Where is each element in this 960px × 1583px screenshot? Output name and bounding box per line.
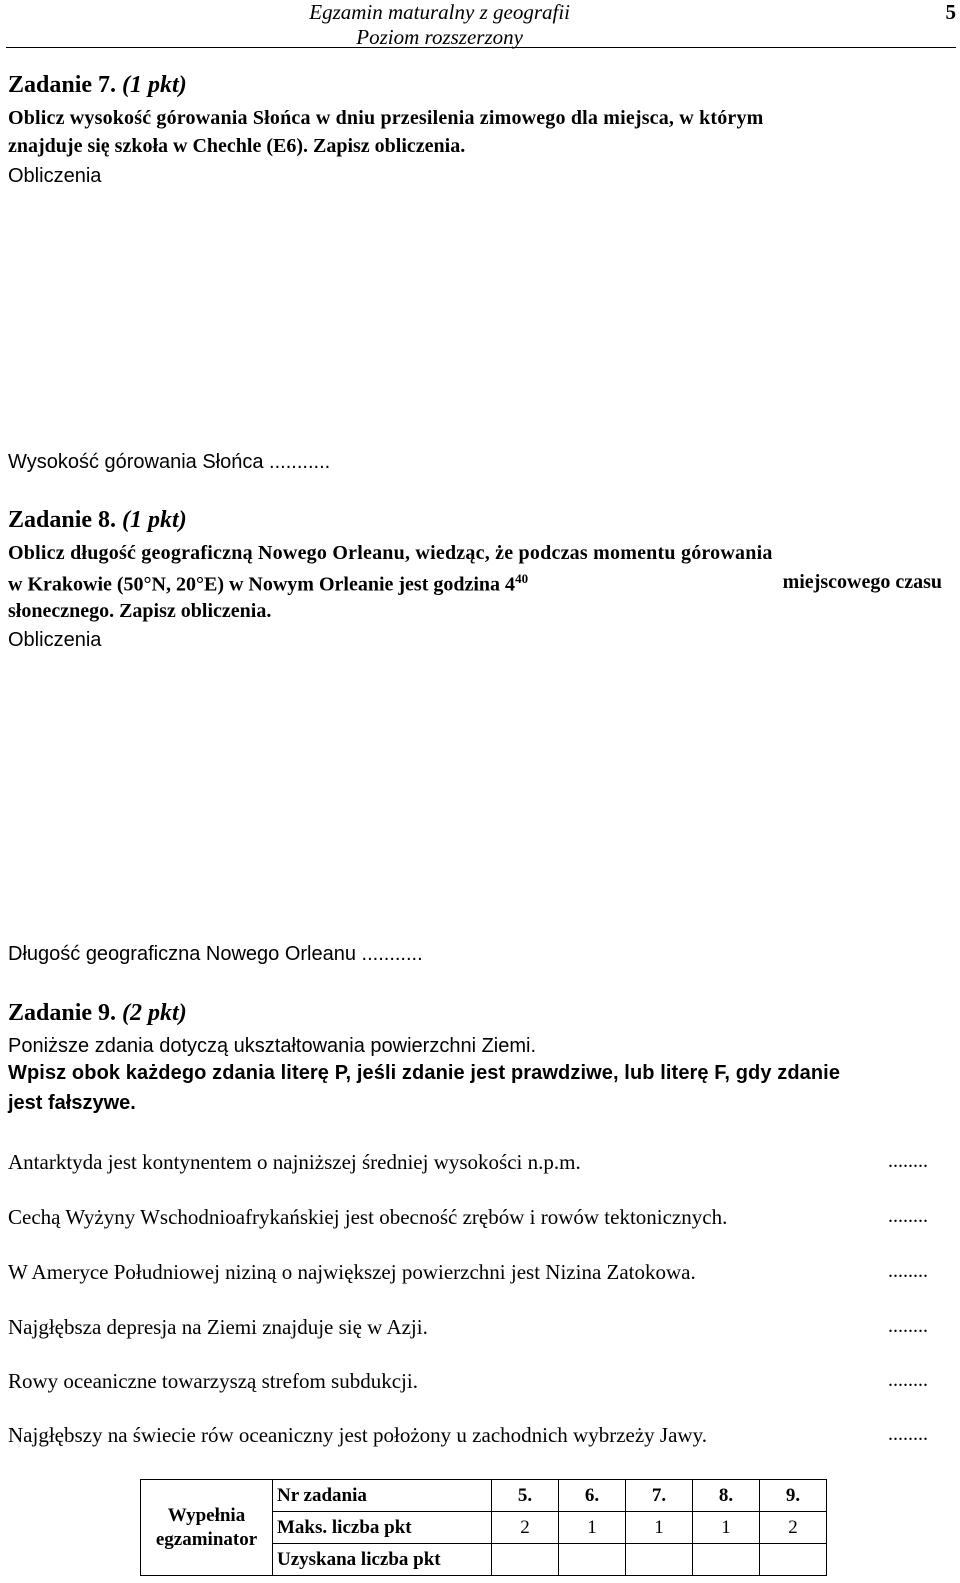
max-points-cell: 1 — [626, 1512, 693, 1544]
exam-title: Egzamin maturalny z geografii — [309, 0, 570, 24]
task9-intro: Poniższe zdania dotyczą ukształtowania powierzchni Ziemi. — [8, 1035, 537, 1057]
task8-number: Zadanie 8. — [8, 507, 117, 533]
statement-1: Antarktyda jest kontynentem o najniższej średniej wysokości n.p.m. — [8, 1150, 581, 1174]
task-number-cell: 9. — [760, 1480, 827, 1512]
task8-text-line3: słonecznego. Zapisz obliczenia. — [8, 600, 272, 622]
max-points-cell: 2 — [492, 1512, 559, 1544]
label-line2: egzaminator — [155, 1528, 258, 1550]
page-header — [309, 0, 570, 50]
earned-points-cell[interactable] — [693, 1544, 760, 1576]
exam-level: Poziom rozszerzony — [356, 25, 523, 49]
task8-calc-label: Obliczenia — [8, 629, 102, 651]
max-points-cell: 1 — [559, 1512, 626, 1544]
task7-points: (1 pkt) — [122, 72, 187, 98]
max-points-cell: 1 — [693, 1512, 760, 1544]
task-number-cell: 8. — [693, 1480, 760, 1512]
statement-6: Najgłębszy na świecie rów oceaniczny jest położony u zachodnich wybrzeży Jawy. — [8, 1423, 707, 1447]
earned-points-cell[interactable] — [760, 1544, 827, 1576]
row-task-number-label: Nr zadania — [273, 1480, 492, 1512]
row-max-points-label: Maks. liczba pkt — [273, 1512, 492, 1544]
task7-title — [8, 72, 187, 99]
task9-title — [8, 1000, 187, 1027]
row-earned-points-label: Uzyskana liczba pkt — [273, 1544, 492, 1576]
task-number-cell: 7. — [626, 1480, 693, 1512]
task8-text-line2 — [8, 571, 942, 597]
task9-instruction-line1: Wpisz obok każdego zdania literę P, jeśli zdanie jest prawdziwe, lub literę F, gdy zdanie — [8, 1062, 841, 1084]
answer-slot-4[interactable]: ........ — [888, 1315, 928, 1337]
task8-answer-line[interactable]: Długość geograficzna Nowego Orleanu ........... — [8, 943, 423, 965]
task7-answer-line[interactable]: Wysokość górowania Słońca ........... — [8, 451, 331, 473]
page-number: 5 — [945, 0, 956, 24]
task7-text-line2: znajduje się szkoła w Chechle (E6). Zapisz obliczenia. — [8, 135, 466, 157]
task8-line2-part2: miejscowego czasu — [782, 571, 942, 593]
task8-text-line1: Oblicz długość geograficzną Nowego Orleanu, wiedząc, że podczas momentu górowania — [8, 542, 773, 564]
task7-text-line1: Oblicz wysokość górowania Słońca w dniu przesilenia zimowego dla miejsca, w którym — [8, 107, 764, 129]
earned-points-cell[interactable] — [626, 1544, 693, 1576]
earned-points-cell[interactable] — [492, 1544, 559, 1576]
task-number-cell: 5. — [492, 1480, 559, 1512]
task9-instruction-line2: jest fałszywe. — [8, 1092, 136, 1114]
task8-time-minutes: 40 — [515, 571, 529, 586]
answer-slot-6[interactable]: ........ — [888, 1423, 928, 1445]
answer-slot-3[interactable]: ........ — [888, 1260, 928, 1282]
statement-4: Najgłębsza depresja na Ziemi znajduje się w Azji. — [8, 1315, 428, 1339]
statement-5: Rowy oceaniczne towarzyszą strefom subdukcji. — [8, 1369, 418, 1393]
task8-points: (1 pkt) — [122, 507, 187, 533]
max-points-cell: 2 — [760, 1512, 827, 1544]
task9-points: (2 pkt) — [122, 1000, 187, 1026]
earned-points-cell[interactable] — [559, 1544, 626, 1576]
task7-number: Zadanie 7. — [8, 72, 117, 98]
task8-line2-part1: w Krakowie (50°N, 20°E) w Nowym Orleanie jest godzina $4^{40}$ — [8, 571, 529, 596]
task7-calc-label: Obliczenia — [8, 165, 102, 187]
label-line1: Wypełnia — [167, 1504, 246, 1526]
score-table-label — [141, 1480, 273, 1576]
task8-title — [8, 507, 187, 534]
task-number-cell: 6. — [559, 1480, 626, 1512]
answer-slot-2[interactable]: ........ — [888, 1205, 928, 1227]
task9-number: Zadanie 9. — [8, 1000, 117, 1026]
answer-slot-1[interactable]: ........ — [888, 1150, 928, 1172]
statement-3: W Ameryce Południowej niziną o największej powierzchni jest Nizina Zatokowa. — [8, 1260, 696, 1284]
answer-slot-5[interactable]: ........ — [888, 1369, 928, 1391]
score-table — [140, 1479, 827, 1576]
statement-2: Cechą Wyżyny Wschodnioafrykańskiej jest obecność zrębów i rowów tektonicznych. — [8, 1205, 728, 1229]
header-divider — [6, 47, 956, 48]
